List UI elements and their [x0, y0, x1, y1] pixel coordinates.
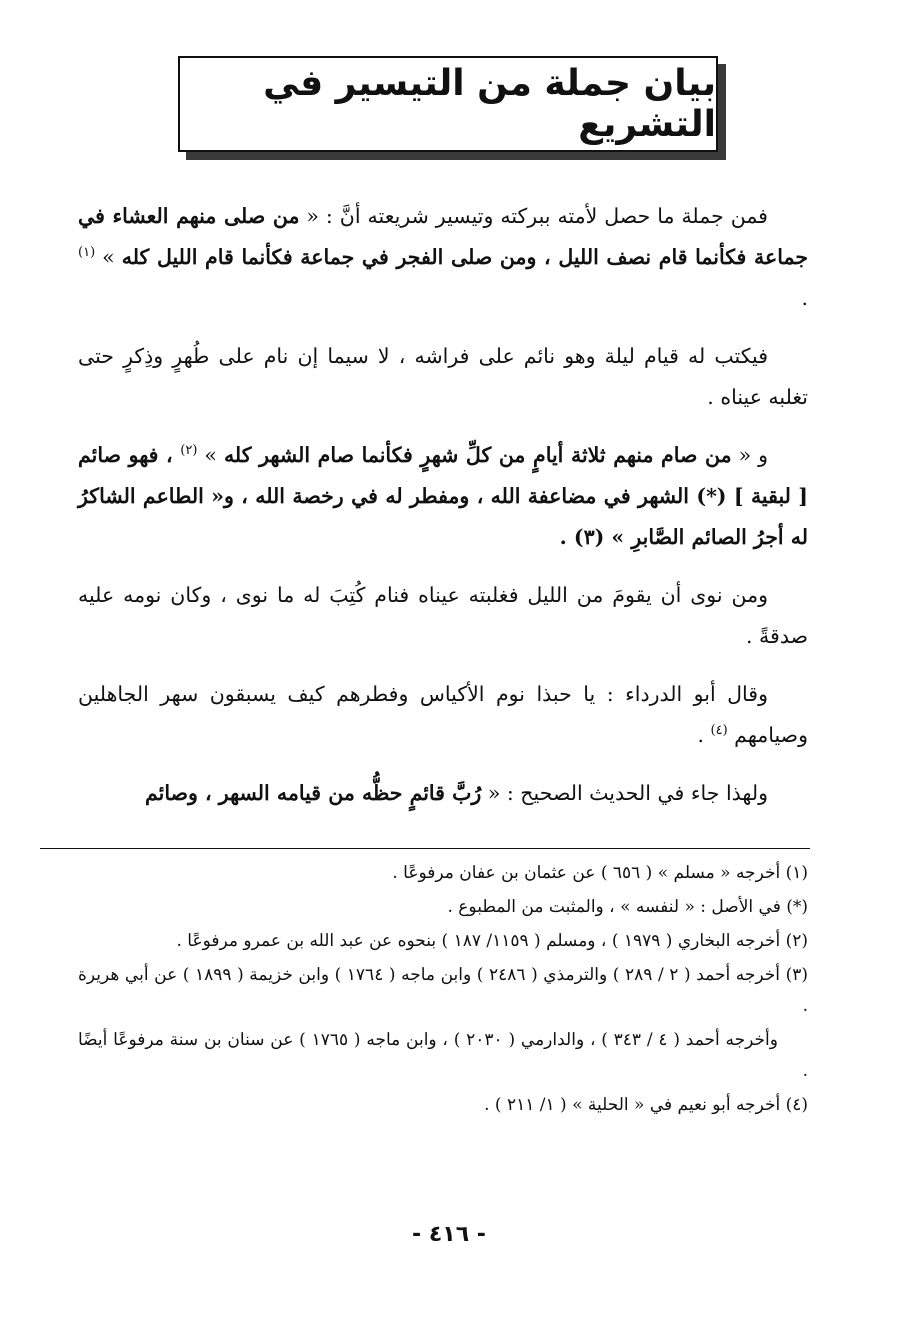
- paragraph-1: [78, 196, 808, 319]
- text: »: [197, 443, 224, 467]
- hadith-text: من صام منهم ثلاثة أيامٍ من كلِّ شهرٍ فكأنما صام الشهر كله: [223, 443, 732, 467]
- text: »: [95, 245, 122, 269]
- footnotes: [78, 858, 808, 1124]
- paragraph-5: [78, 674, 808, 756]
- footnote-3-continued: وأخرجه أحمد ( ٤ / ٣٤٣ ) ، والدارمي ( ٢٠٣٠ ) ، وابن ماجه ( ١٧٦٥ ) عن سنان بن سنة مرفوعًا أيضًا .: [78, 1030, 808, 1081]
- paragraph-4: [78, 575, 808, 657]
- page-number: - ٤١٦ -: [412, 1222, 486, 1247]
- footnote-2: (٢) أخرجه البخاري ( ١٩٧٩ ) ، ومسلم ( ١١٥٩/ ١٨٧ ) بنحوه عن عبد الله بن عمرو مرفوعًا .: [176, 931, 808, 951]
- text: ومن نوى أن يقومَ من الليل فغلبته عيناه فنام كُتِبَ له ما نوى ، وكان نومه عليه صدقةً .: [78, 583, 808, 648]
- chapter-title-box: [178, 56, 718, 152]
- footnote-separator: [40, 848, 810, 849]
- text: ولهذا جاء في الحديث الصحيح : «: [481, 781, 768, 805]
- text: .: [801, 286, 808, 310]
- hadith-text: رُبَّ قائمٍ حظُّه من قيامه السهر ، وصائم: [144, 781, 482, 805]
- text: .: [697, 723, 711, 747]
- text: ، فهو صائم [ لبقية ] (*) الشهر في مضاعفة الله ، ومفطر له في رخصة الله ، و« الطاعم الشاكرُ له أجرُ الصائم الصَّابرِ » (٣) .: [78, 443, 808, 549]
- paragraph-6: [78, 773, 808, 814]
- hadith-text: من صلى منهم العشاء في جماعة فكأنما قام نصف الليل ، ومن صلى الفجر في جماعة فكأنما قام الليل كله: [78, 204, 809, 269]
- footnote-1: (١) أخرجه « مسلم » ( ٦٥٦ ) عن عثمان بن عفان مرفوعًا .: [392, 863, 808, 883]
- footnote-3: (٣) أخرجه أحمد ( ٢ / ٢٨٩ ) والترمذي ( ٢٤٨٦ ) وابن ماجه ( ١٧٦٤ ) وابن خزيمة ( ١٨٩٩ ) عن أبي هريرة .: [78, 965, 808, 1016]
- text: وقال أبو الدرداء : يا حبذا نوم الأكياس وفطرهم كيف يسبقون سهر الجاهلين وصيامهم: [78, 682, 808, 747]
- paragraph-2: [78, 336, 808, 418]
- text: فيكتب له قيام ليلة وهو نائم على فراشه ، لا سيما إن نام على طُهرٍ وذِكرٍ حتى تغلبه عيناه .: [78, 344, 808, 409]
- footnote-ref: (١): [78, 245, 96, 261]
- main-text: [78, 196, 808, 831]
- footnote-ref: (٤): [710, 723, 728, 739]
- text: فمن جملة ما حصل لأمته ببركته وتيسير شريعته أنَّ : «: [299, 204, 768, 228]
- chapter-title: بيان جملة من التيسير في التشريع: [263, 63, 716, 145]
- footnote-4: (٤) أخرجه أبو نعيم في « الحلية » ( ١/ ٢١١ ) .: [484, 1095, 808, 1115]
- text: و «: [731, 443, 769, 467]
- footnote-ref: (٢): [180, 443, 198, 459]
- footnote-star: (*) في الأصل : « لنفسه » ، والمثبت من المطبوع .: [447, 897, 808, 917]
- paragraph-3: [78, 435, 808, 558]
